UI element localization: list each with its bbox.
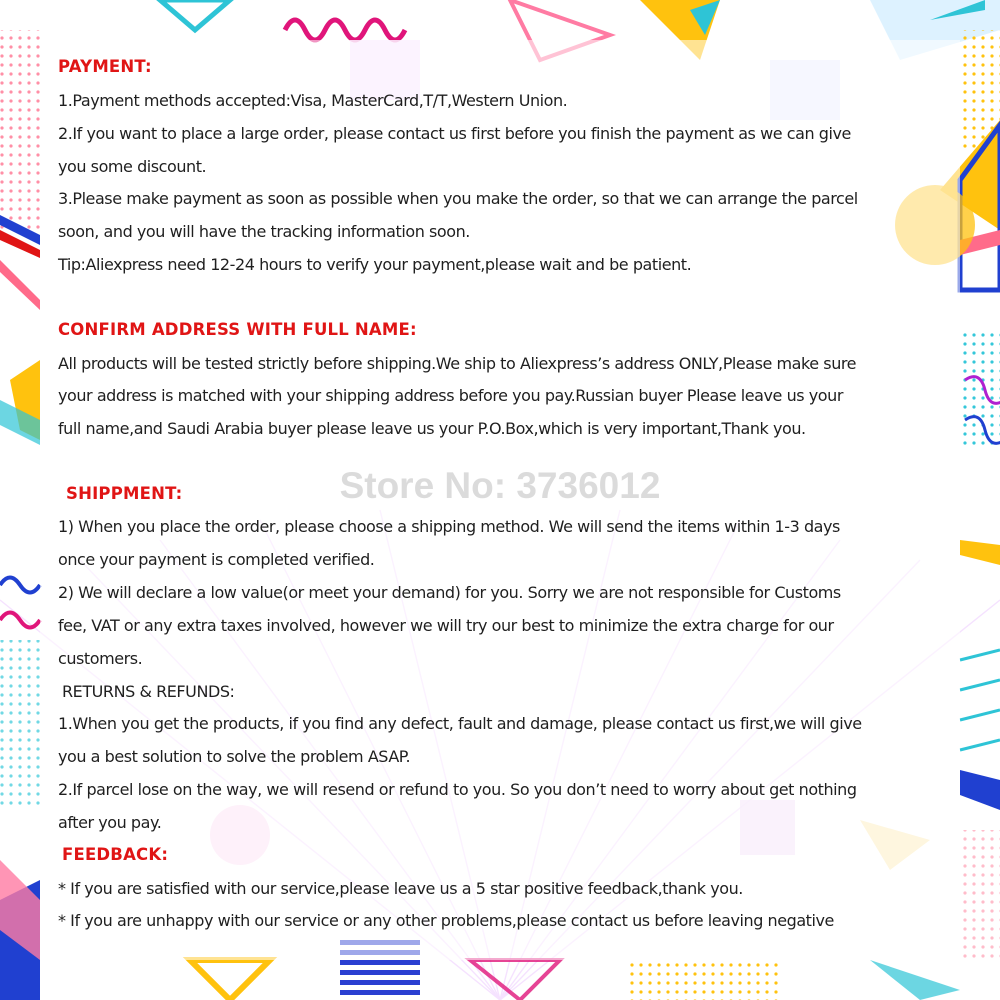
payment-line: you some discount.: [58, 157, 207, 176]
returns-line: you a best solution to solve the problem ASAP.: [58, 747, 411, 766]
store-watermark: Store No: 3736012: [339, 465, 661, 506]
payment-tip: Tip:Aliexpress need 12-24 hours to verify your payment,please wait and be patient.: [58, 255, 692, 274]
feedback-line: * If you are unhappy with our service or any other problems,please contact us before leaving negative: [58, 911, 834, 930]
shipment-line: 2) We will declare a low value(or meet your demand) for you. Sorry we are not responsible for Customs: [58, 583, 841, 602]
address-heading: CONFIRM ADDRESS WITH FULL NAME:: [58, 320, 417, 339]
returns-heading: RETURNS & REFUNDS:: [62, 682, 235, 701]
address-line: your address is matched with your shipping address before you pay.Russian buyer Please leave us your: [58, 386, 843, 405]
payment-line: soon, and you will have the tracking information soon.: [58, 222, 470, 241]
returns-line: 1.When you get the products, if you find any defect, fault and damage, please contact us first,we will give: [58, 714, 862, 733]
shipment-heading: SHIPPMENT:: [66, 484, 183, 503]
shipment-line: once your payment is completed verified.: [58, 550, 375, 569]
payment-line: 1.Payment methods accepted:Visa, MasterCard,T/T,Western Union.: [58, 91, 568, 110]
shipment-line: 1) When you place the order, please choose a shipping method. We will send the items within 1-3 days: [58, 517, 840, 536]
feedback-heading: FEEDBACK:: [62, 845, 169, 864]
address-line: full name,and Saudi Arabia buyer please leave us your P.O.Box,which is very important,Thank you.: [58, 419, 806, 438]
payment-line: 2.If you want to place a large order, please contact us first before you finish the payment as we can give: [58, 124, 851, 143]
payment-line: 3.Please make payment as soon as possible when you make the order, so that we can arrange the parcel: [58, 189, 858, 208]
address-line: All products will be tested strictly before shipping.We ship to Aliexpress’s address ONLY,Please make sure: [58, 354, 857, 373]
shipment-line: customers.: [58, 649, 143, 668]
shipment-line: fee, VAT or any extra taxes involved, however we will try our best to minimize the extra charge for our: [58, 616, 834, 635]
returns-line: after you pay.: [58, 813, 162, 832]
feedback-line: * If you are satisfied with our service,please leave us a 5 star positive feedback,thank you.: [58, 879, 743, 898]
payment-heading: PAYMENT:: [58, 57, 152, 76]
returns-line: 2.If parcel lose on the way, we will resend or refund to you. So you don’t need to worry about get nothing: [58, 780, 857, 799]
